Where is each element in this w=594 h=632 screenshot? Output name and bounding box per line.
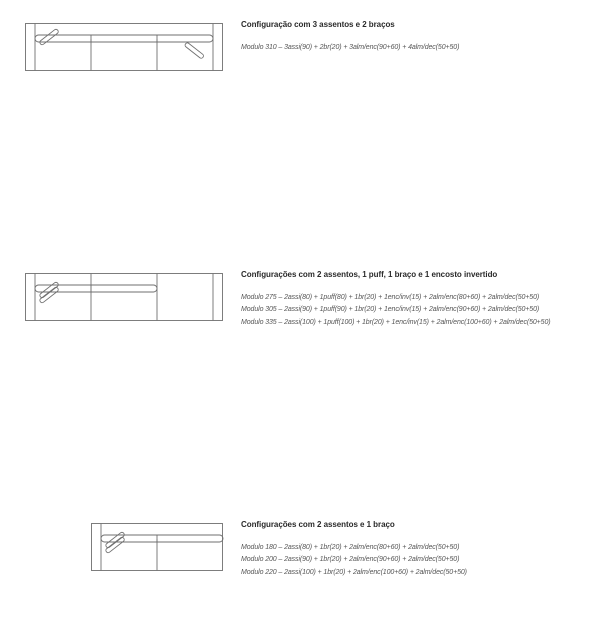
module-spec: Modulo 220 – 2assi(100) + 1br(20) + 2alm/enc(100+60) + 2alm/dec(50+50) bbox=[241, 568, 467, 576]
sofa-diagram-2-seats-puff-arm-inverted-back bbox=[25, 273, 225, 323]
module-spec: Modulo 180 – 2assi(80) + 1br(20) + 2alm/enc(80+60) + 2alm/dec(50+50) bbox=[241, 544, 460, 551]
sofa-diagram-3-seats-2-arms bbox=[25, 23, 225, 73]
module-spec: Modulo 310 – 3assi(90) + 2br(20) + 3alm/enc(90+60) + 4alm/dec(50+50) bbox=[241, 44, 460, 51]
configuration-title: Configurações com 2 assentos e 1 braço bbox=[241, 520, 395, 529]
configuration-title: Configuração com 3 assentos e 2 braços bbox=[241, 20, 395, 29]
module-spec: Modulo 200 – 2assi(90) + 1br(20) + 2alm/enc(90+60) + 2alm/dec(50+50) bbox=[241, 556, 460, 564]
configuration-title: Configurações com 2 assentos, 1 puff, 1 braço e 1 encosto invertido bbox=[241, 270, 498, 279]
module-spec: Modulo 335 – 2assi(100) + 1puff(100) + 1br(20) + 1enc/inv(15) + 2alm/enc(100+60) + 2alm/dec(50+50) bbox=[241, 318, 551, 326]
module-spec: Modulo 275 – 2assi(80) + 1puff(80) + 1br(20) + 1enc/inv(15) + 2alm/enc(80+60) + 2alm/dec(50+50) bbox=[241, 294, 540, 301]
sofa-diagram-2-seats-1-arm bbox=[91, 523, 225, 573]
module-spec: Modulo 305 – 2assi(90) + 1puff(90) + 1br(20) + 1enc/inv(15) + 2alm/enc(90+60) + 2alm/dec(50+50) bbox=[241, 306, 540, 314]
